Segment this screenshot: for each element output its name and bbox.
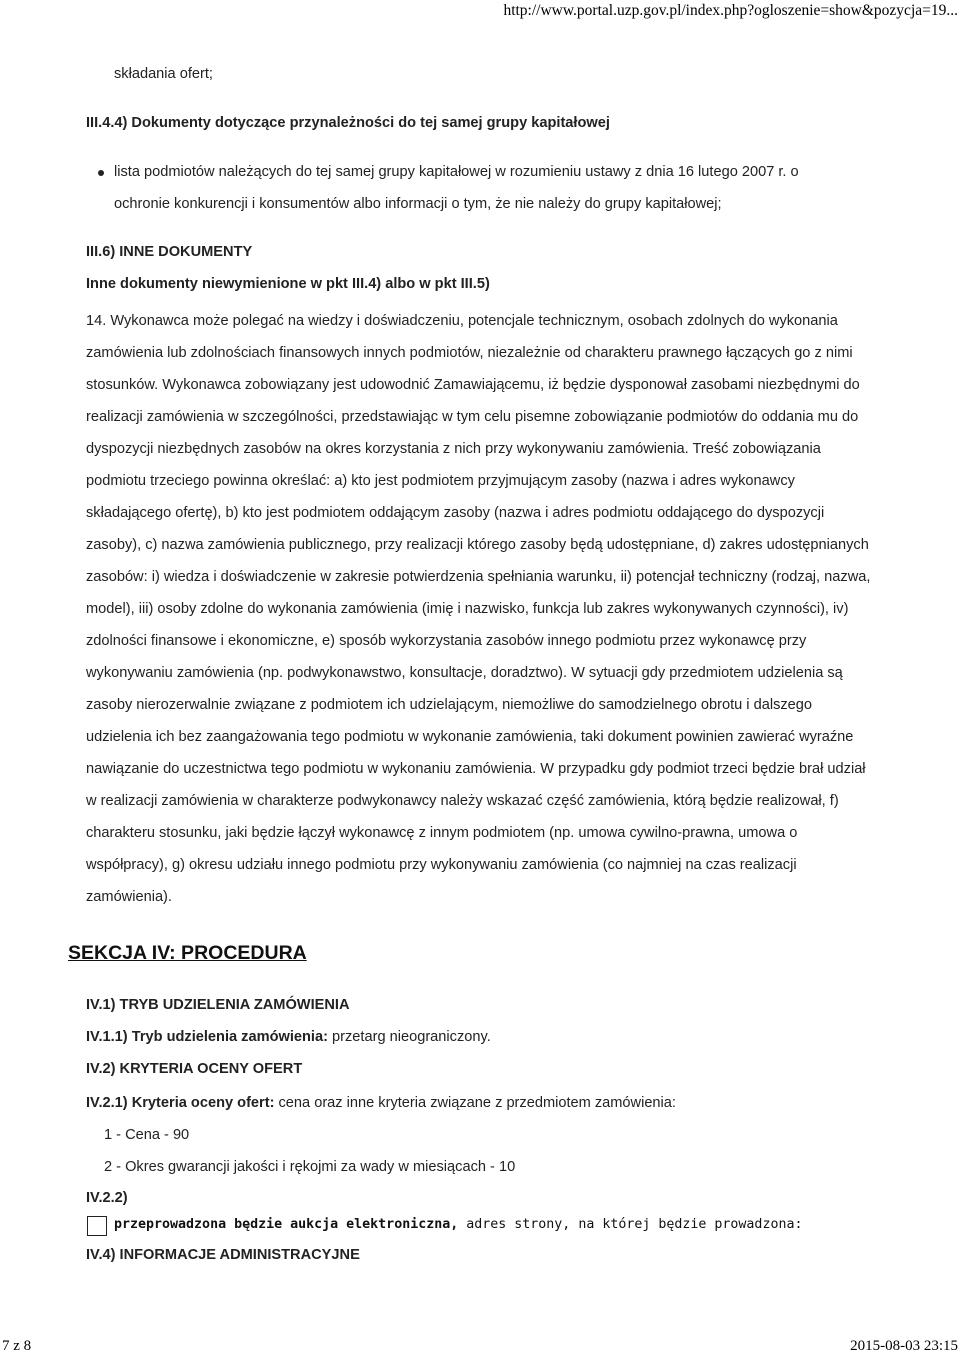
section-4-title: SEKCJA IV: PROCEDURA	[68, 942, 307, 964]
auction-value: adres strony, na której będzie prowadzona:	[458, 1217, 803, 1232]
section-4-2-1-value: cena oraz inne kryteria związane z przedmiotem zamówienia:	[274, 1095, 676, 1111]
section-3-4-bullet-line2: ochronie konkurencji i konsumentów albo informacji o tym, że nie należy do grupy kapitałowej;	[114, 196, 722, 212]
section-4-1-1-value: przetarg nieograniczony.	[327, 1029, 491, 1045]
section-3-6-subtitle: Inne dokumenty niewymienione w pkt III.4) albo w pkt III.5)	[86, 276, 490, 292]
section-4-2-title: IV.2) KRYTERIA OCENY OFERT	[86, 1061, 303, 1077]
section-3-4-bullet-line1: lista podmiotów należących do tej samej grupy kapitałowej w rozumieniu ustawy z dnia 16 lutego 2007 r. o	[114, 164, 799, 180]
section-3-6-title: III.6) INNE DOKUMENTY	[86, 244, 253, 260]
section-4-2-2-title: IV.2.2)	[86, 1190, 128, 1206]
bullet-icon	[98, 170, 104, 176]
section-3-4-title: III.4.4) Dokumenty dotyczące przynależności do tej samej grupy kapitałowej	[86, 115, 610, 131]
section-3-6-paragraph: 14. Wykonawca może polegać na wiedzy i doświadczeniu, potencjale technicznym, osobach zdolnych do wykonania zamówienia lub zdolnościach finansowych innych podmiotów, niezależnie od charakteru prawnego łączących go z nimi stosunków. Wykonawca zobowiązany jest udowodnić Zamawiającemu, iż będzie dysponował zasobami niezbędnymi do realizacji zamówienia w szczególności, przedstawiając w tym celu pisemne zobowiązanie podmiotów do oddania mu do dyspozycji niezbędnych zasobów na okres korzystania z nich przy wykonywaniu zamówienia. Treść zobowiązania podmiotu trzeciego powinna określać: a) kto jest podmiotem przyjmującym zasoby (nazwa i adres wykonawcy składającego ofertę), b) kto jest podmiotem oddającym zasoby (nazwa i adres podmiotu oddającego do dyspozycji zasoby), c) nazwa zamówienia publicznego, przy realizacji którego zasoby będą udostępniane, d) zakres udostępnianych zasobów: i) wiedza i doświadczenie w zakresie potwierdzenia spełniania warunku, ii) potencjał techniczny (rodzaj, nazwa, model), iii) osoby zdolne do wykonania zamówienia (imię i nazwisko, funkcja lub zakres wykonywanych czynności), iv) zdolności finansowe i ekonomiczne, e) sposób wykorzystania zasobów innego podmiotu przez wykonawcę przy wykonywaniu zamówienia (np. podwykonawstwo, konsultacje, doradztwo). W sytuacji gdy przedmiotem udzielenia są zasoby nierozerwalnie związane z podmiotem ich udzielającym, niemożliwe do samodzielnego obrotu i dalszego udzielenia ich bez zaangażowania tego podmiotu w wykonanie zamówienia, taki dokument powinien zawierać wyraźne nawiązanie do uczestnictwa tego podmiotu w wykonaniu zamówienia. W przypadku gdy podmiot trzeci będzie brał udział w realizacji zamówienia w charakterze podwykonawcy należy wskazać część zamówienia, którą będzie realizował, f) charakteru stosunku, jaki będzie łączył wykonawcę z innym podmiotem (np. umowa cywilno-prawna, umowa o współpracy), g) okresu udziału innego podmiotu przy wykonywaniu zamówienia (co najmniej na czas realizacji zamówienia).	[86, 313, 871, 905]
section-4-2-1-line	[86, 1093, 676, 1113]
section-4-2-1-label: IV.2.1) Kryteria oceny ofert:	[86, 1095, 275, 1111]
section-3-tail-text: składania ofert;	[114, 66, 213, 82]
auction-checkbox[interactable]	[87, 1216, 107, 1236]
auction-label: przeprowadzona będzie aukcja elektroniczna,	[114, 1217, 459, 1232]
section-4-1-1-label: IV.1.1) Tryb udzielenia zamówienia:	[86, 1029, 328, 1045]
section-4-1-title: IV.1) TRYB UDZIELENIA ZAMÓWIENIA	[86, 997, 350, 1013]
section-4-1-1-line	[86, 1027, 491, 1047]
page-number: 7 z 8	[2, 1338, 32, 1354]
section-4-4-title: IV.4) INFORMACJE ADMINISTRACYJNE	[86, 1247, 360, 1263]
print-datetime: 2015-08-03 23:15	[850, 1338, 958, 1354]
criteria-item: 1 - Cena - 90	[104, 1127, 190, 1143]
criteria-item: 2 - Okres gwarancji jakości i rękojmi za wady w miesiącach - 10	[104, 1159, 516, 1175]
print-url-header: http://www.portal.uzp.gov.pl/index.php?ogloszenie=show&pozycja=19...	[503, 2, 958, 19]
auction-line	[114, 1217, 802, 1232]
